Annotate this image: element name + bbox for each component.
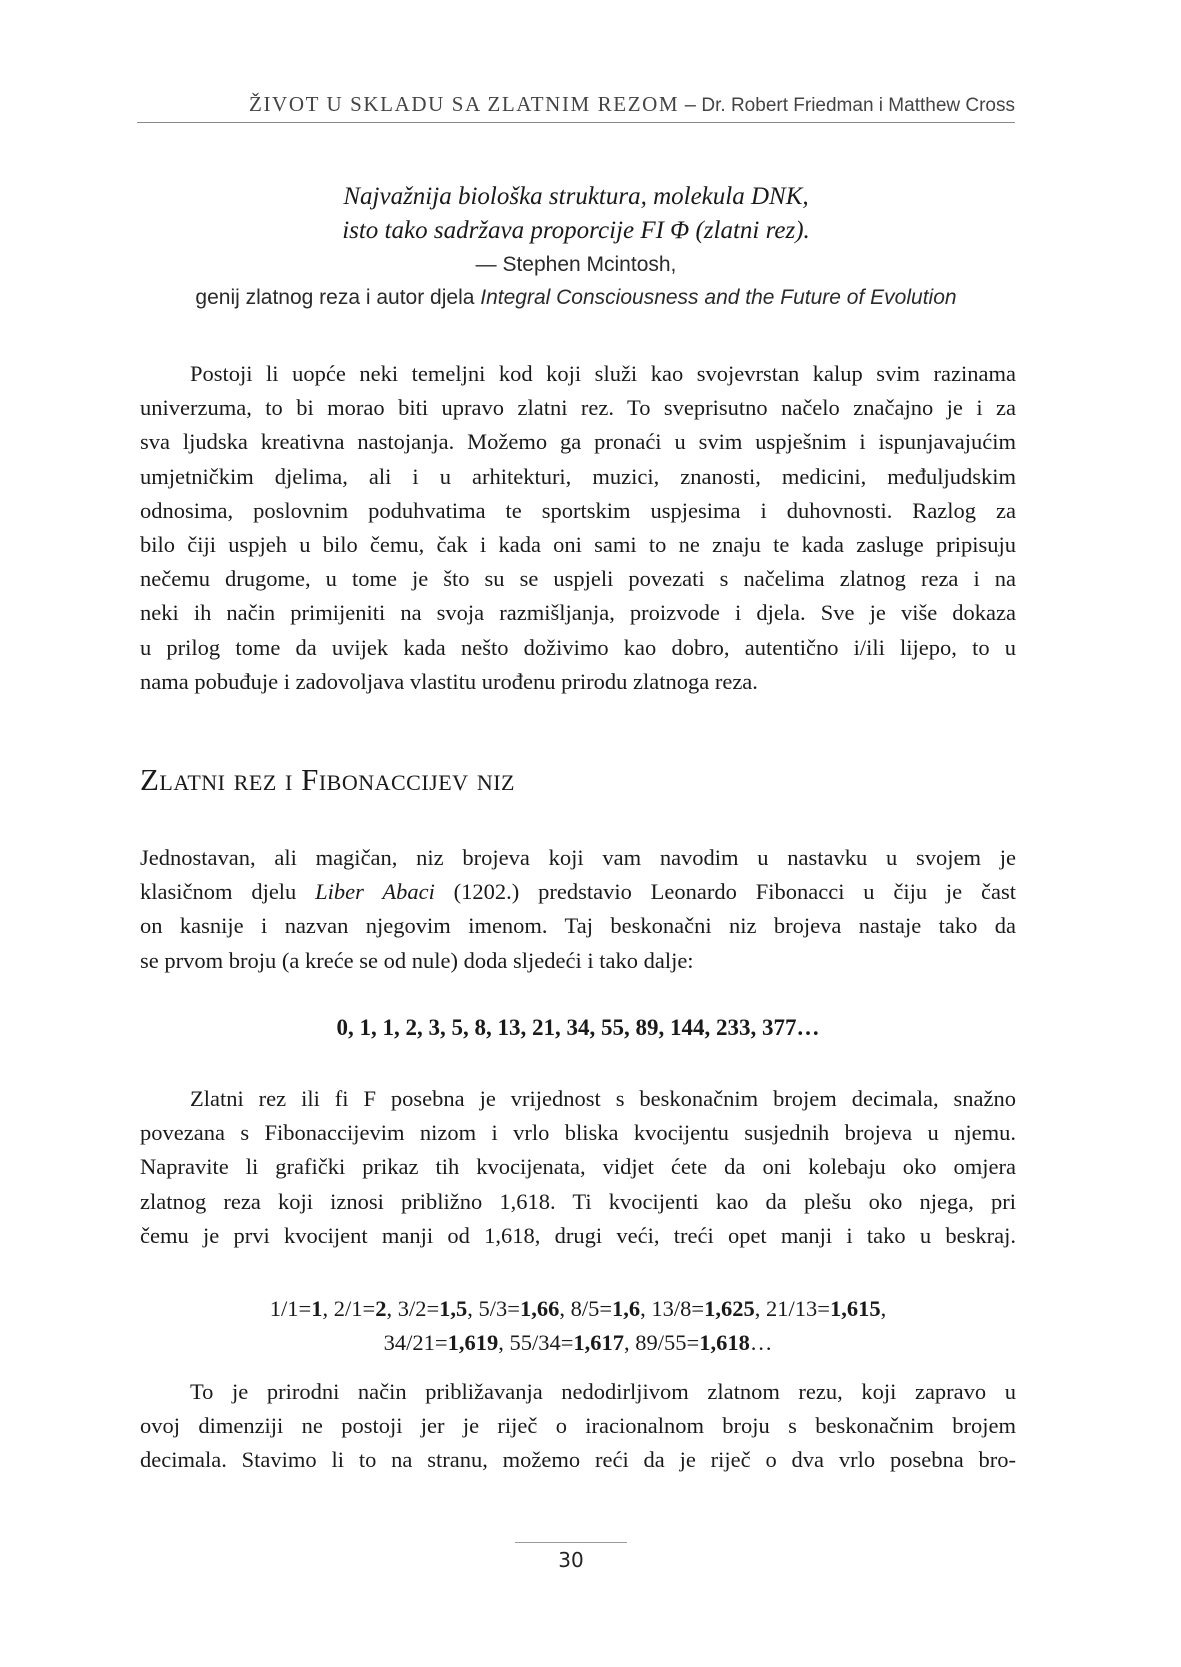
ratio-value: 1,615 [829,1296,881,1321]
text-line: povezana s Fibonaccijevim nizom i vrlo bliska kvocijentu susjednih brojeva u njemu. [140,1120,1016,1146]
book-authors: Dr. Robert Friedman i Matthew Cross [701,95,1015,116]
text-line [140,875,1016,909]
ratio-expr: 55/34= [509,1330,574,1355]
epigraph-credit [137,281,1015,314]
text-fragment: klasičnom djelu [140,879,316,905]
text-line: nama pobuđuje i zadovoljava vlastitu urođenu prirodu zlatnoga reza. [140,668,758,694]
ratio-expr: 2/1= [333,1296,376,1321]
ratio-expr: 89/55= [635,1330,700,1355]
text-line: on kasnije i nazvan njegovim imenom. Taj beskonačni niz brojeva nastaje tako da [140,913,1016,939]
text-line: nečemu drugome, u tome je što su se uspjeli povezati s načelima zlatnog reza i na [140,566,1016,592]
epigraph-quote-line: isto tako sadržava proporcije FI Φ (zlatni rez). [342,217,810,244]
fibonacci-sequence: 0, 1, 1, 2, 3, 5, 8, 13, 21, 34, 55, 89, 144, 233, 377… [336,1015,820,1040]
ratio-list [140,1292,1016,1360]
epigraph-attribution: — Stephen Mcintosh, [475,253,677,276]
book-title-liber-abaci: Liber Abaci [315,879,435,905]
page-number: 30 [558,1548,584,1572]
paragraph-intro [140,357,1016,699]
paragraph-golden-ratio [140,1082,1016,1253]
ratio-expr: 13/8= [651,1296,705,1321]
text-line: u prilog tome da uvijek kada nešto doživimo kao dobro, autentično i/ili lijepo, to u [140,634,1016,660]
text-fragment: (1202.) predstavio Leonardo Fibonacci u čiju je čast [434,879,1016,905]
text-line: se prvom broju (a kreće se od nule) doda sljedeći i tako dalje: [140,947,694,973]
ratio-expr: 34/21= [383,1330,448,1355]
ratio-expr: 8/5= [570,1296,613,1321]
text-line: zlatnog reza koji iznosi približno 1,618. Ti kvocijenti kao da plešu oko njega, pri [140,1188,1016,1214]
ratio-value: 1,619 [447,1330,499,1355]
epigraph-credit-prefix: genij zlatnog reza i autor djela [195,286,481,309]
ratio-line: 1/1=1, 2/1=2, 3/2=1,5, 5/3=1,66, 8/5=1,6, 13/8=1,625, 21/13=1,615, [269,1296,887,1321]
text-line: ovoj dimenziji ne postoji jer je riječ o iracionalnom broju s beskonačnim brojem [140,1413,1016,1439]
header-separator: – [679,94,702,116]
ratio-expr: 5/3= [478,1296,520,1321]
footer-rule [515,1542,627,1543]
book-title: ŽIVOT U SKLADU SA ZLATNIM REZOM [249,92,680,116]
text-line: sva ljudska kreativna nastojanja. Možemo ga pronaći u svim uspješnim i ispunjavajućim [140,429,1016,455]
text-line: To je prirodni način približavanja nedodirljivom zlatnom rezu, koji zapravo u [190,1379,1016,1404]
text-line: odnosima, poslovnim poduhvatima te sportskim uspjesima i duhovnosti. Razlog za [140,497,1016,523]
ratio-value: 1,5 [439,1296,468,1321]
text-line: Jednostavan, ali magičan, niz brojeva koji vam navodim u nastavku u svojem je [140,845,1016,870]
paragraph-irrational [140,1375,1016,1478]
ratio-expr: 21/13= [766,1296,830,1321]
text-line: umjetničkim djelima, ali i u arhitekturi, muzici, znanosti, medicini, međuljudskim [140,463,1016,489]
ratio-ellipsis: … [749,1330,773,1355]
ratio-expr: 3/2= [397,1296,440,1321]
ratio-value: 1,6 [612,1296,641,1321]
ratio-value: 1 [311,1296,323,1321]
text-line: neki ih način primijeniti na svoja razmišljanja, proizvode i djela. Sve je više dokaza [140,600,1016,626]
ratio-value: 2 [375,1296,387,1321]
text-line: čemu je prvi kvocijent manji od 1,618, drugi veći, treći opet manji i tako u beskraj. [140,1222,1016,1248]
epigraph-credit-work: Integral Consciousness and the Future of Evolution [480,286,957,309]
epigraph-quote-line: Najvažnija biološka struktura, molekula DNK, [343,183,809,210]
ratio-value: 1,66 [519,1296,560,1321]
text-line: bilo čiji uspjeh u bilo čemu, čak i kada oni sami to ne znaju te kada zasluge pripisuju [140,532,1016,558]
text-line: decimala. Stavimo li to na stranu, možemo reći da je riječ o dva vrlo posebna bro- [140,1447,1016,1473]
text-line: Napravite li grafički prikaz tih kvocijenata, vidjet ćete da oni kolebaju oko omjera [140,1154,1016,1180]
ratio-value: 1,617 [573,1330,625,1355]
text-line: univerzuma, to bi morao biti upravo zlatni rez. To sveprisutno načelo značajno je i za [140,395,1016,421]
running-header [137,92,1015,123]
ratio-value: 1,618 [699,1330,750,1355]
section-heading: Zlatni rez i Fibonaccijev niz [140,762,515,797]
ratio-value: 1,625 [704,1296,755,1321]
epigraph [137,180,1015,314]
text-line: Postoji li uopće neki temeljni kod koji služi kao svojevrstan kalup svim razinama [190,361,1016,386]
ratio-expr: 1/1= [269,1296,312,1321]
ratio-line: 34/21=1,619, 55/34=1,617, 89/55=1,618… [383,1330,773,1355]
text-line: Zlatni rez ili fi F posebna je vrijednost s beskonačnim brojem decimala, snažno [190,1086,1016,1111]
paragraph-fibonacci-intro [140,841,1016,978]
